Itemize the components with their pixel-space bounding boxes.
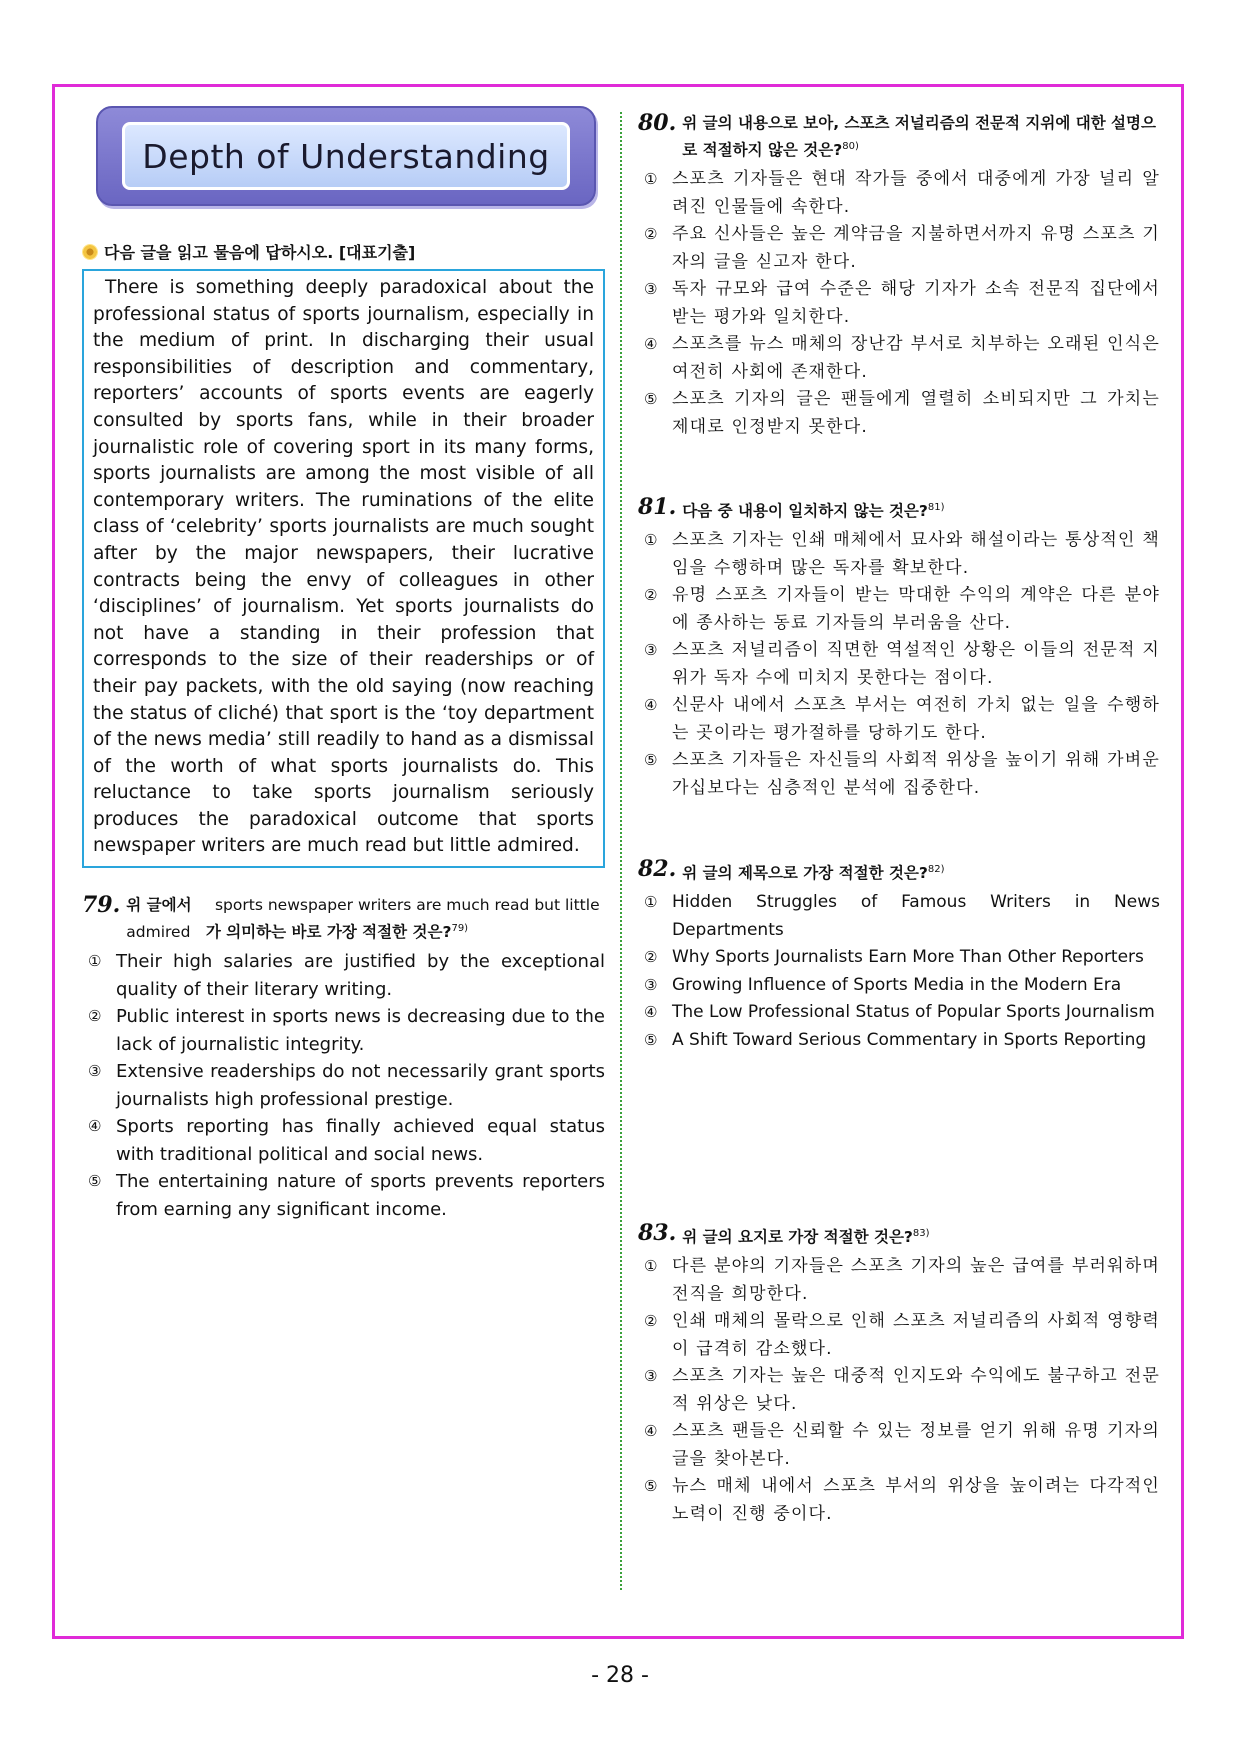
- question-prompt: 위 글의 제목으로 가장 적절한 것은?$^{82)}$: [682, 864, 945, 883]
- option-1[interactable]: ① 스포츠 기자들은 현대 작가들 중에서 대중에게 가장 널리 알려진 인물들에 속한다.: [644, 169, 1160, 217]
- answer-options: [82, 948, 605, 1223]
- question-82: [638, 858, 1160, 1222]
- flower-icon: [82, 244, 98, 260]
- option-4[interactable]: ④ The Low Professional Status of Popular Sports Journalism: [644, 1002, 1155, 1023]
- option-5[interactable]: ⑤ 뉴스 매체 내에서 스포츠 부서의 위상을 높이려는 다각적인 노력이 진행 중이다.: [644, 1476, 1160, 1524]
- option-2[interactable]: ② Why Sports Journalists Earn More Than Other Reporters: [644, 947, 1144, 968]
- option-4[interactable]: ④ Sports reporting has finally achieved equal status with traditional political and social news.: [88, 1116, 605, 1165]
- answer-options: [638, 889, 1160, 1054]
- option-2[interactable]: ② Public interest in sports news is decreasing due to the lack of journalistic integrity.: [88, 1006, 605, 1055]
- option-3[interactable]: ③ Growing Influence of Sports Media in the Modern Era: [644, 974, 1122, 995]
- option-5[interactable]: ⑤ The entertaining nature of sports prevents reporters from earning any significant income.: [88, 1171, 605, 1220]
- option-1[interactable]: ① 스포츠 기자는 인쇄 매체에서 묘사와 해설이라는 통상적인 책임을 수행하며 많은 독자를 확보한다.: [644, 530, 1160, 578]
- option-1[interactable]: ① Their high salaries are justified by the exceptional quality of their literary writing.: [88, 951, 605, 1000]
- option-4[interactable]: ④ 스포츠 팬들은 신뢰할 수 있는 정보를 얻기 위해 유명 기자의 글을 찾아본다.: [644, 1421, 1160, 1469]
- option-1[interactable]: ① 다른 분야의 기자들은 스포츠 기자의 높은 급여를 부러워하며 전직을 희망한다.: [644, 1256, 1160, 1304]
- option-2[interactable]: ② 주요 신사들은 높은 계약금을 지불하면서까지 유명 스포츠 기자의 글을 싣고자 한다.: [644, 224, 1160, 272]
- option-3[interactable]: ③ 스포츠 저널리즘이 직면한 역설적인 상황은 이들의 전문적 지위가 독자 수에 미치지 못한다는 점이다.: [644, 640, 1160, 688]
- question-number: 79.: [82, 892, 121, 919]
- question-79: [82, 894, 605, 1223]
- answer-options: [638, 1253, 1160, 1528]
- question-number: 83.: [638, 1220, 677, 1246]
- answer-options: [638, 166, 1160, 441]
- section-header-badge: [96, 106, 596, 206]
- question-prompt: 다음 중 내용이 일치하지 않는 것은?$^{81)}$: [682, 502, 945, 521]
- question-number: 80.: [638, 110, 677, 136]
- option-3[interactable]: ③ 스포츠 기자는 높은 대중적 인지도와 수익에도 불구하고 전문적 위상은 낮다.: [644, 1366, 1160, 1414]
- option-3[interactable]: ③ 독자 규모와 급여 수준은 해당 기자가 소속 전문직 집단에서 받는 평가와 일치한다.: [644, 279, 1160, 327]
- option-5[interactable]: ⑤ A Shift Toward Serious Commentary in Sports Reporting: [644, 1029, 1147, 1050]
- option-5[interactable]: ⑤ 스포츠 기자들은 자신들의 사회적 위상을 높이기 위해 가벼운 가십보다는 심층적인 분석에 집중한다.: [644, 750, 1160, 798]
- option-2[interactable]: ② 유명 스포츠 기자들이 받는 막대한 수익의 계약은 다른 분야에 종사하는 동료 기자들의 부러움을 산다.: [644, 585, 1160, 633]
- option-4[interactable]: ④ 스포츠를 뉴스 매체의 장난감 부서로 치부하는 오래된 인식은 여전히 사회에 존재한다.: [644, 334, 1160, 382]
- question-83: [638, 1222, 1160, 1528]
- answer-options: [638, 527, 1160, 802]
- right-column: [638, 112, 1160, 1528]
- instruction-text: 다음 글을 읽고 물음에 답하시오. [대표기출]: [104, 243, 416, 262]
- reading-passage: [82, 269, 605, 868]
- question-prompt: 위 글의 요지로 가장 적절한 것은?$^{83)}$: [682, 1228, 930, 1247]
- question-number: 82.: [638, 856, 677, 882]
- question-prompt: 위 글의 내용으로 보아, 스포츠 저널리즘의 전문적 지위에 대한 설명으로 적절하지 않은 것은?$^{80)}$: [682, 114, 1156, 160]
- page-number: - 28 -: [591, 1663, 649, 1688]
- option-2[interactable]: ② 인쇄 매체의 몰락으로 인해 스포츠 저널리즘의 사회적 영향력이 급격히 감소했다.: [644, 1311, 1160, 1359]
- option-4[interactable]: ④ 신문사 내에서 스포츠 부서는 여전히 가치 없는 일을 수행하는 곳이라는 평가절하를 당하기도 한다.: [644, 695, 1160, 743]
- left-column: [82, 106, 605, 1223]
- option-3[interactable]: ③ Extensive readerships do not necessarily grant sports journalists high professional prestige.: [88, 1061, 605, 1110]
- section-title: Depth of Understanding: [142, 136, 550, 176]
- column-divider: [620, 112, 622, 1590]
- option-1[interactable]: ① Hidden Struggles of Famous Writers in News Departments: [644, 892, 1160, 940]
- question-80: [638, 112, 1160, 496]
- quoted-phrase: sports newspaper writers are much read but little admired: [126, 896, 600, 942]
- question-prompt: 위 글에서 sports newspaper writers are much read but little admired 가 의미하는 바로 가장 적절한 것은?$^{79)}$: [126, 896, 600, 942]
- question-81: [638, 496, 1160, 858]
- option-5[interactable]: ⑤ 스포츠 기자의 글은 팬들에게 열렬히 소비되지만 그 가치는 제대로 인정받지 못한다.: [644, 389, 1160, 437]
- instruction-line: [82, 240, 605, 263]
- passage-text: There is something deeply paradoxical about the professional status of sports journalism, especially in the medium of print. In discharging their usual responsibilities of description and commentary, reporters’ accounts of sports events are eagerly consulted by sports fans, while in their broader journalistic role of covering sport in its many forms, sports journalists are among the most visible of all contemporary writers. The ruminations of the elite class of ‘celebrity’ sports journalists are much sought after by the major newspapers, their lucrative contracts being the envy of colleagues in other ‘disciplines’ of journalism. Yet sports journalists do not have a standing in their profession that corresponds to the size of their readerships or of their pay packets, with the old saying (now reaching the status of cliché) that sport is the ‘toy department of the news media’ still readily to hand as a dismissal of the worth of what sports journalists do. This reluctance to take sports journalism seriously produces the paradoxical outcome that sports newspaper writers are much read but little admired.: [93, 277, 594, 857]
- question-number: 81.: [638, 494, 677, 520]
